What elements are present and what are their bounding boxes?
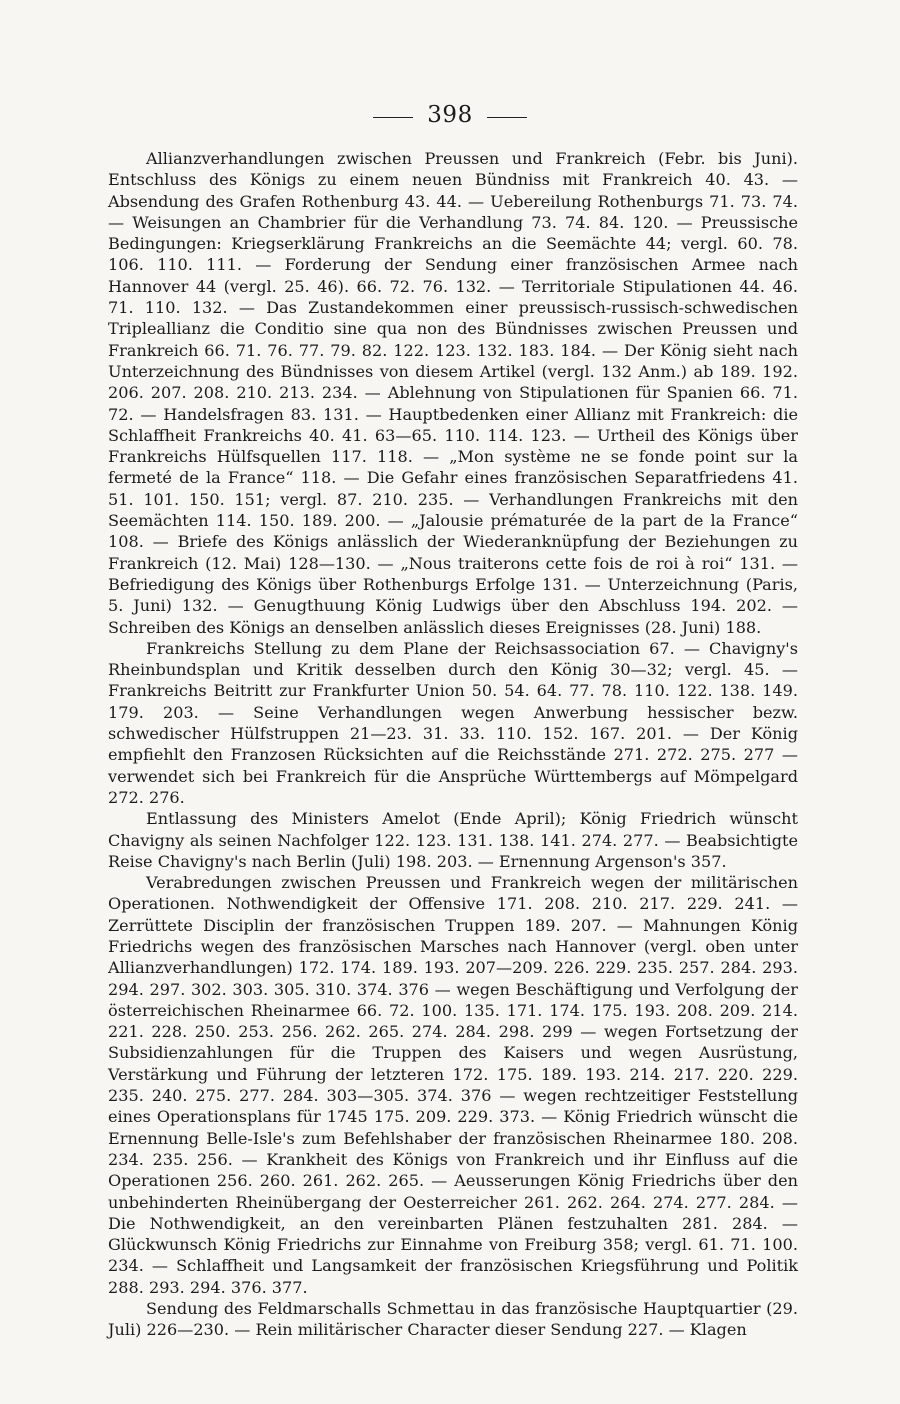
header-rule-left	[373, 117, 413, 118]
header-rule-right	[487, 117, 527, 118]
paragraph-militaerische-operationen: Verabredungen zwischen Preussen und Frankreich wegen der militärischen Operationen. Nothwendigkeit der Offensive 171. 208. 210. 217. 229. 241. — Zerrüttete Disciplin der französischen Truppen 189. 207. — Mahnungen König Friedrichs wegen des französischen Marsches nach Hannover (vergl. oben unter Allianzverhandlungen) 172. 174. 189. 193. 207—209. 226. 229. 235. 257. 284. 293. 294. 297. 302. 303. 305. 310. 374. 376 — wegen Beschäftigung und Verfolgung der österreichischen Rheinarmee 66. 72. 100. 135. 171. 174. 175. 193. 208. 209. 214. 221. 228. 250. 253. 256. 262. 265. 274. 284. 298. 299 — wegen Fortsetzung der Subsidienzahlungen für die Truppen des Kaisers und wegen Ausrüstung, Verstärkung und Führung der letzteren 172. 175. 189. 193. 214. 217. 220. 229. 235. 240. 275. 277. 284. 303—305. 374. 376 — wegen rechtzeitiger Feststellung eines Operationsplans für 1745 175. 209. 229. 373. — König Friedrich wünscht die Ernennung Belle-Isle's zum Befehlshaber der französischen Rheinarmee 180. 208. 234. 235. 256. — Krankheit des Königs von Frankreich und ihr Einfluss auf die Operationen 256. 260. 261. 262. 265. — Aeusserungen König Friedrichs über den unbehinderten Rheinübergang der Oesterreicher 261. 262. 264. 274. 277. 284. — Die Nothwendigkeit, an den vereinbarten Plänen festzuhalten 281. 284. — Glückwunsch König Friedrichs zur Einnahme von Freiburg 358; vergl. 61. 71. 100. 234. — Schlaffheit und Langsamkeit der französischen Kriegsführung und Politik 288. 293. 294. 376. 377.	[108, 873, 798, 1297]
page-number: 398	[427, 102, 473, 128]
paragraph-entlassung-amelot: Entlassung des Ministers Amelot (Ende April); König Friedrich wünscht Chavigny als seinen Nachfolger 122. 123. 131. 138. 141. 274. 277. — Beabsichtigte Reise Chavigny's nach Berlin (Juli) 198. 203. — Ernennung Argenson's 357.	[108, 809, 798, 871]
index-text	[108, 148, 798, 1341]
paragraph-allianzverhandlungen: Allianzverhandlungen zwischen Preussen und Frankreich (Febr. bis Juni). Entschluss des Königs zu einem neuen Bündniss mit Frankreich 40. 43. — Absendung des Grafen Rothenburg 43. 44. — Uebereilung Rothenburgs 71. 73. 74. — Weisungen an Chambrier für die Verhandlung 73. 74. 84. 120. — Preussische Bedingungen: Kriegserklärung Frankreichs an die Seemächte 44; vergl. 60. 78. 106. 110. 111. — Forderung der Sendung einer französischen Armee nach Hannover 44 (vergl. 25. 46). 66. 72. 76. 132. — Territoriale Stipulationen 44. 46. 71. 110. 132. — Das Zustandekommen einer preussisch-russisch-schwedischen Tripleallianz die Conditio sine qua non des Bündnisses zwischen Preussen und Frankreich 66. 71. 76. 77. 79. 82. 122. 123. 132. 183. 184. — Der König sieht nach Unterzeichnung des Bündnisses von diesem Artikel (vergl. 132 Anm.) ab 189. 192. 206. 207. 208. 210. 213. 234. — Ablehnung von Stipulationen für Spanien 66. 71. 72. — Handelsfragen 83. 131. — Hauptbedenken einer Allianz mit Frankreich: die Schlaffheit Frankreichs 40. 41. 63—65. 110. 114. 123. — Urtheil des Königs über Frankreichs Hülfsquellen 117. 118. — „Mon système ne se fonde point sur la fermeté de la France“ 118. — Die Gefahr eines französischen Separatfriedens 41. 51. 101. 150. 151; vergl. 87. 210. 235. — Verhandlungen Frankreichs mit den Seemächten 114. 150. 189. 200. — „Jalousie prématurée de la part de la France“ 108. — Briefe des Königs anlässlich der Wiederanknüpfung der Beziehungen zu Frankreich (12. Mai) 128—130. — „Nous traiterons cette fois de roi à roi“ 131. — Befriedigung des Königs über Rothenburgs Erfolge 131. — Unterzeichnung (Paris, 5. Juni) 132. — Genugthuung König Ludwigs über den Abschluss 194. 202. — Schreiben des Königs an denselben anlässlich dieses Ereignisses (28. Juni) 188.	[108, 149, 798, 637]
paragraph-sendung-schmettau: Sendung des Feldmarschalls Schmettau in das französische Hauptquartier (29. Juli) 226—230. — Rein militärischer Character dieser Sendung 227. — Klagen	[108, 1299, 798, 1340]
paragraph-reichsassociation: Frankreichs Stellung zu dem Plane der Reichsassociation 67. — Chavigny's Rheinbundsplan und Kritik desselben durch den König 30—32; vergl. 45. — Frankreichs Beitritt zur Frankfurter Union 50. 54. 64. 77. 78. 110. 122. 138. 149. 179. 203. — Seine Verhandlungen wegen Anwerbung hessischer bezw. schwedischer Hülfstruppen 21—23. 31. 33. 110. 152. 167. 201. — Der König empfiehlt den Franzosen Rücksichten auf die Reichsstände 271. 272. 275. 277 — verwendet sich bei Frankreich für die Ansprüche Württembergs auf Mömpelgard 272. 276.	[108, 638, 798, 807]
page-header	[0, 102, 900, 128]
